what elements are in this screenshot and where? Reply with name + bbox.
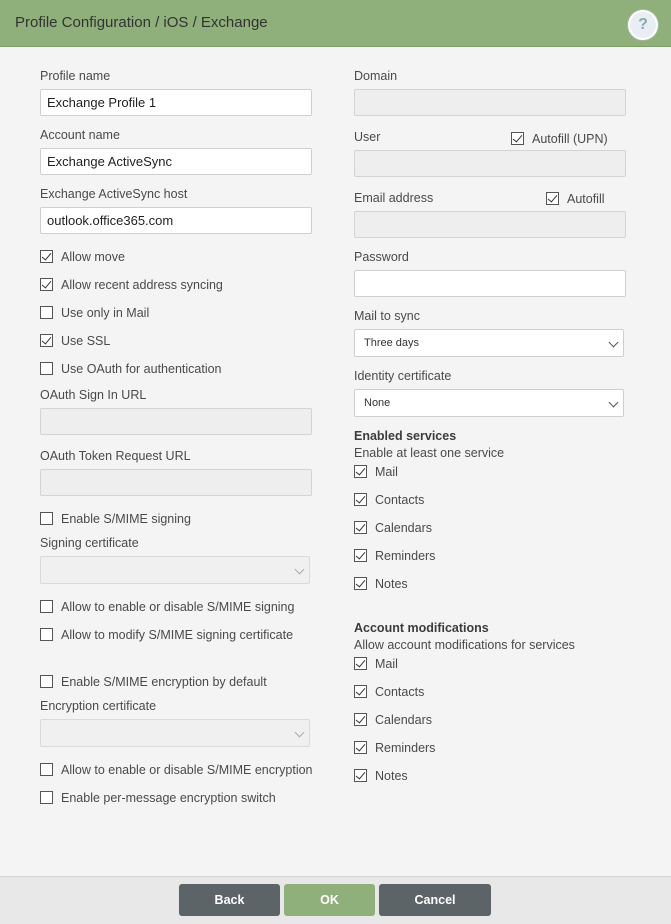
password-label: Password <box>354 250 409 264</box>
allow-recent-checkbox[interactable] <box>40 278 53 291</box>
domain-input <box>354 89 626 116</box>
account-mod-hint: Allow account modifications for services <box>354 638 575 652</box>
mod-mail-checkbox[interactable] <box>354 657 367 670</box>
autofill-upn-checkbox[interactable] <box>511 132 524 145</box>
user-input <box>354 150 626 177</box>
mod-contacts-label: Contacts <box>375 685 425 699</box>
ok-button[interactable]: OK <box>284 884 375 916</box>
service-mail-checkbox[interactable] <box>354 465 367 478</box>
use-ssl-label: Use SSL <box>61 334 111 348</box>
mod-mail-label: Mail <box>375 657 398 671</box>
email-label: Email address <box>354 191 434 205</box>
service-notes-label: Notes <box>375 577 408 591</box>
allow-recent-label: Allow recent address syncing <box>61 278 223 292</box>
allow-toggle-signing-checkbox[interactable] <box>40 600 53 613</box>
user-label: User <box>354 130 381 144</box>
allow-modify-signing-cert-label: Allow to modify S/MIME signing certificate <box>61 628 294 642</box>
smime-encryption-checkbox[interactable] <box>40 675 53 688</box>
oauth-signin-input <box>40 408 312 435</box>
service-reminders-checkbox[interactable] <box>354 549 367 562</box>
chevron-down-icon <box>295 565 305 575</box>
smime-encryption-label: Enable S/MIME encryption by default <box>61 675 267 689</box>
cancel-button[interactable]: Cancel <box>379 884 491 916</box>
mod-calendars-label: Calendars <box>375 713 432 727</box>
use-only-mail-checkbox[interactable] <box>40 306 53 319</box>
smime-signing-label: Enable S/MIME signing <box>61 512 191 526</box>
service-contacts-label: Contacts <box>375 493 425 507</box>
profile-name-input[interactable]: Exchange Profile 1 <box>40 89 312 116</box>
account-name-input[interactable]: Exchange ActiveSync <box>40 148 312 175</box>
signing-cert-select <box>40 556 310 584</box>
signing-cert-label: Signing certificate <box>40 536 139 550</box>
smime-signing-checkbox[interactable] <box>40 512 53 525</box>
use-only-mail-label: Use only in Mail <box>61 306 150 320</box>
password-input[interactable] <box>354 270 626 297</box>
dialog-title: Profile Configuration / iOS / Exchange <box>15 14 268 31</box>
per-message-switch-checkbox[interactable] <box>40 791 53 804</box>
oauth-token-label: OAuth Token Request URL <box>40 449 191 463</box>
service-reminders-label: Reminders <box>375 549 436 563</box>
use-oauth-checkbox[interactable] <box>40 362 53 375</box>
chevron-down-icon <box>295 728 305 738</box>
encryption-cert-label: Encryption certificate <box>40 699 157 713</box>
service-notes-checkbox[interactable] <box>354 577 367 590</box>
mod-notes-label: Notes <box>375 769 408 783</box>
identity-cert-label: Identity certificate <box>354 369 452 383</box>
email-input <box>354 211 626 238</box>
chevron-down-icon <box>609 398 619 408</box>
help-icon[interactable]: ? <box>628 10 658 40</box>
back-button[interactable]: Back <box>179 884 280 916</box>
enabled-services-hint: Enable at least one service <box>354 446 505 460</box>
mail-to-sync-value: Three days <box>364 337 420 349</box>
exchange-host-input[interactable]: outlook.office365.com <box>40 207 312 234</box>
chevron-down-icon <box>609 338 619 348</box>
autofill-email-label: Autofill <box>567 192 605 206</box>
mail-to-sync-select[interactable] <box>354 329 624 357</box>
dialog-header <box>0 0 671 47</box>
service-mail-label: Mail <box>375 465 398 479</box>
encryption-cert-select <box>40 719 310 747</box>
domain-label: Domain <box>354 69 398 83</box>
use-ssl-checkbox[interactable] <box>40 334 53 347</box>
account-mod-title: Account modifications <box>354 621 489 635</box>
enabled-services-title: Enabled services <box>354 429 457 443</box>
service-contacts-checkbox[interactable] <box>354 493 367 506</box>
identity-cert-value: None <box>364 397 391 409</box>
oauth-token-input <box>40 469 312 496</box>
use-oauth-label: Use OAuth for authentication <box>61 362 222 376</box>
profile-name-label: Profile name <box>40 69 111 83</box>
allow-move-label: Allow move <box>61 250 125 264</box>
mod-reminders-label: Reminders <box>375 741 436 755</box>
mod-reminders-checkbox[interactable] <box>354 741 367 754</box>
allow-toggle-encryption-label: Allow to enable or disable S/MIME encryption <box>61 763 313 777</box>
allow-toggle-encryption-checkbox[interactable] <box>40 763 53 776</box>
per-message-switch-label: Enable per-message encryption switch <box>61 791 276 805</box>
identity-cert-select[interactable] <box>354 389 624 417</box>
mail-to-sync-label: Mail to sync <box>354 309 420 323</box>
allow-move-checkbox[interactable] <box>40 250 53 263</box>
service-calendars-label: Calendars <box>375 521 432 535</box>
autofill-email-checkbox[interactable] <box>546 192 559 205</box>
mod-calendars-checkbox[interactable] <box>354 713 367 726</box>
autofill-upn-label: Autofill (UPN) <box>532 132 608 146</box>
oauth-signin-label: OAuth Sign In URL <box>40 388 147 402</box>
account-name-label: Account name <box>40 128 120 142</box>
mod-contacts-checkbox[interactable] <box>354 685 367 698</box>
exchange-host-label: Exchange ActiveSync host <box>40 187 188 201</box>
service-calendars-checkbox[interactable] <box>354 521 367 534</box>
mod-notes-checkbox[interactable] <box>354 769 367 782</box>
allow-toggle-signing-label: Allow to enable or disable S/MIME signing <box>61 600 295 614</box>
allow-modify-signing-cert-checkbox[interactable] <box>40 628 53 641</box>
